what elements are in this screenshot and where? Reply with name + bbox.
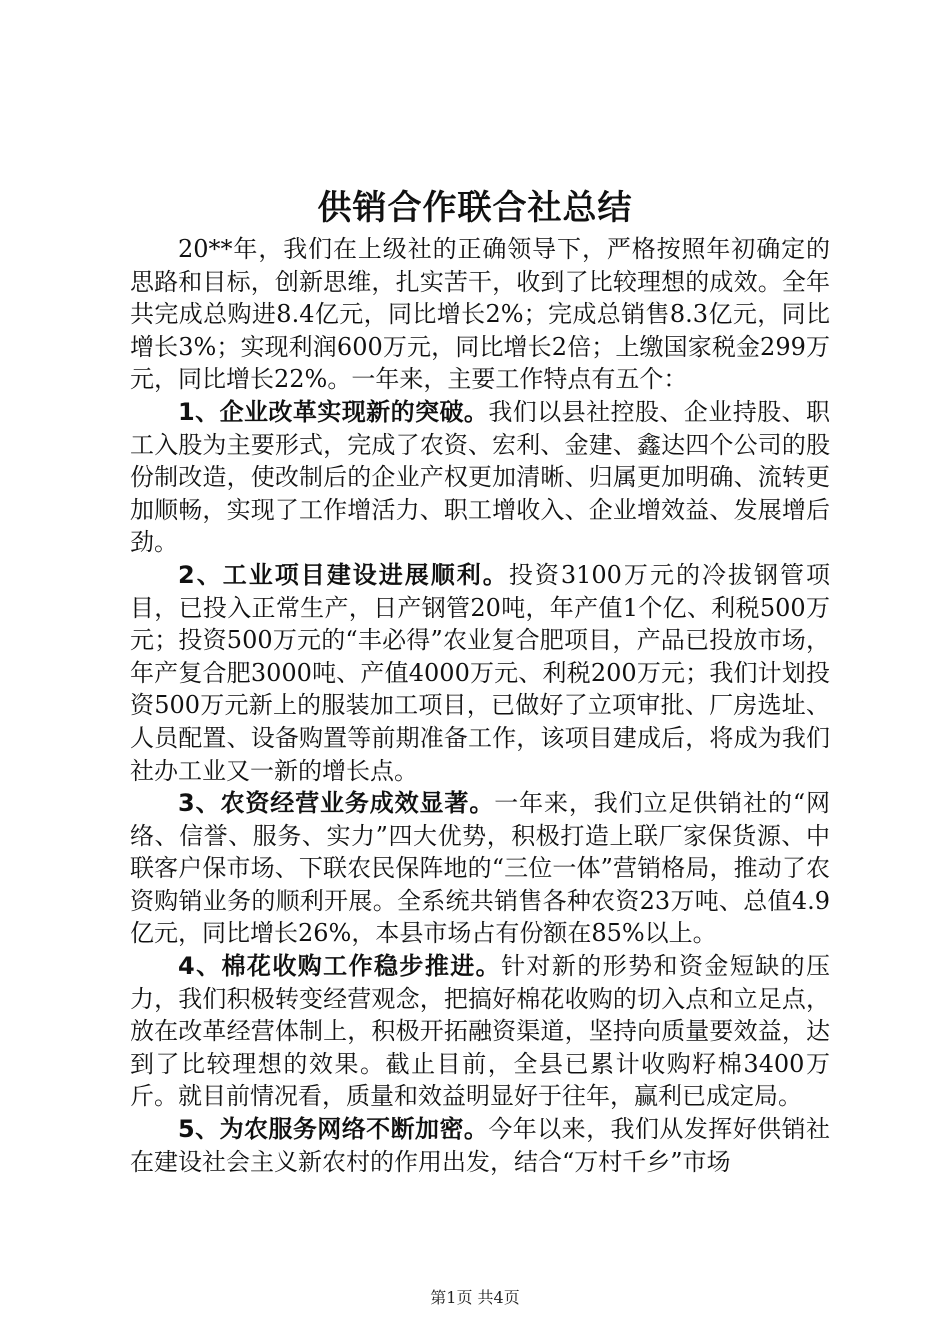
- paragraph-text: 一年来，我们立足供销社的“网络、信誉、服务、实力”四大优势，积极打造上联厂家保货源、中联客户保市场、下联农民保阵地的“三位一体”营销格局，推动了农资购销业务的顺利开展。全系统共销售各种农资23万吨、总值4.9亿元，同比增长26%，本县市场占有份额在85%以上。: [130, 789, 830, 948]
- paragraph-item-2: [130, 559, 830, 787]
- paragraph-heading: 1、企业改革实现新的突破。: [178, 397, 489, 426]
- paragraph-text: 投资3100万元的冷拔钢管项目，已投入正常生产，日产钢管20吨，年产值1个亿、利税500万元；投资500万元的“丰必得”农业复合肥项目，产品已投放市场，年产复合肥3000吨、产值4000万元、利税200万元；我们计划投资500万元新上的服装加工项目，已做好了立项审批、厂房选址、人员配置、设备购置等前期准备工作，该项目建成后，将成为我们社办工业又一新的增长点。: [130, 560, 831, 785]
- paragraph-heading: 4、棉花收购工作稳步推进。: [178, 952, 502, 981]
- paragraph-item-3: [130, 787, 830, 950]
- paragraph-heading: 2、工业项目建设进展顺利。: [178, 560, 509, 589]
- page-footer: 第1页 共4页: [430, 1288, 520, 1307]
- paragraph-heading: 3、农资经营业务成效显著。: [178, 789, 495, 818]
- paragraph-heading: 5、为农服务网络不断加密。: [178, 1115, 489, 1144]
- document-title: 供销合作联合社总结: [317, 188, 633, 228]
- paragraph-item-4: [130, 950, 830, 1113]
- paragraph-intro: [130, 233, 830, 396]
- paragraph-text: 针对新的形势和资金短缺的压力，我们积极转变经营观念，把搞好棉花收购的切入点和立足点，放在改革经营体制上，积极开拓融资渠道，坚持向质量要效益，达到了比较理想的效果。截止目前，全县已累计收购籽棉3400万斤。就目前情况看，质量和效益明显好于往年，赢利已成定局。: [130, 952, 831, 1111]
- document-body: [130, 233, 830, 1178]
- paragraph-item-1: [130, 396, 830, 559]
- paragraph-text: 我们以县社控股、企业持股、职工入股为主要形式，完成了农资、宏利、金建、鑫达四个公司的股份制改造，使改制后的企业产权更加清晰、归属更加明确、流转更加顺畅，实现了工作增活力、职工增收入、企业增效益、发展增后劲。: [130, 397, 831, 557]
- paragraph-text: 今年以来，我们从发挥好供销社在建设社会主义新农村的作用出发，结合“万村千乡”市场: [130, 1115, 831, 1176]
- paragraph-text: 20**年，我们在上级社的正确领导下，严格按照年初确定的思路和目标，创新思维，扎实苦干，收到了比较理想的成效。全年共完成总购进8.4亿元，同比增长2%；完成总销售8.3亿元，同比增长3%；实现利润600万元，同比增长2倍；上缴国家税金299万元，同比增长22%。一年来，主要工作特点有五个：: [130, 235, 830, 394]
- paragraph-item-5: [130, 1113, 830, 1178]
